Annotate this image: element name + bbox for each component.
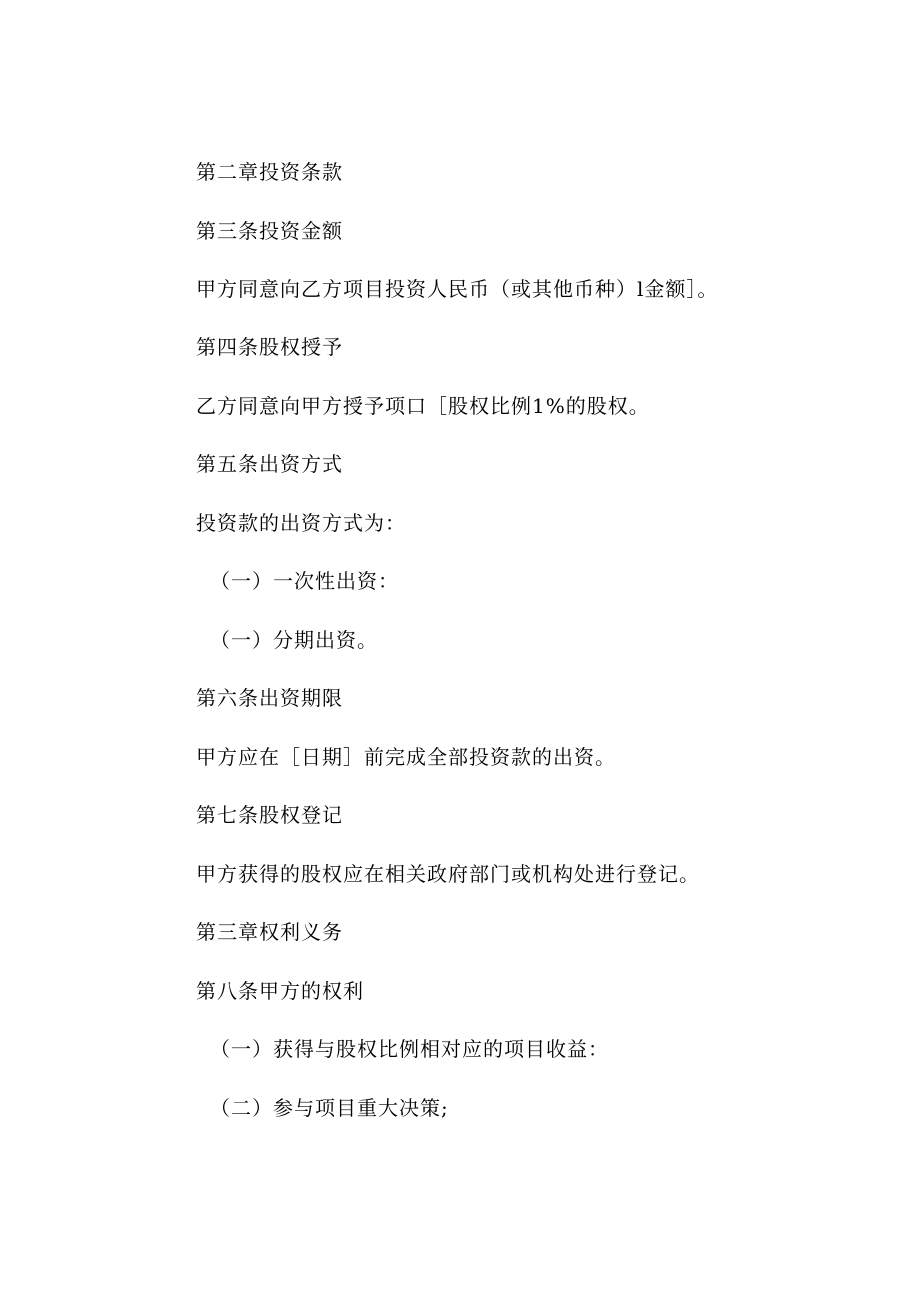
- article-heading: 第三条投资金额: [196, 219, 343, 243]
- article-heading: 第四条股权授予: [196, 335, 343, 359]
- article-heading: 第八条甲方的权利: [196, 979, 364, 1003]
- list-item: （二）参与项目重大决策;: [210, 1096, 449, 1120]
- article-heading: 第七条股权登记: [196, 803, 343, 827]
- paragraph: 乙方同意向甲方授予项口［股权比例1%的股权。: [196, 394, 650, 418]
- chapter-heading: 第三章权利义务: [196, 920, 343, 944]
- paragraph: 投资款的出资方式为：: [196, 511, 406, 535]
- article-heading: 第六条出资期限: [196, 686, 343, 710]
- article-heading: 第五条出资方式: [196, 452, 343, 476]
- paragraph: 甲方同意向乙方项目投资人民币（或其他币种）l金额］。: [196, 277, 719, 301]
- paragraph: 甲方获得的股权应在相关政府部门或机构处进行登记。: [196, 862, 700, 886]
- paragraph: 甲方应在［日期］前完成全部投资款的出资。: [196, 745, 616, 769]
- list-item: （一）分期出资。: [210, 628, 378, 652]
- list-item: （一）一次性出资：: [210, 569, 399, 593]
- list-item: （一）获得与股权比例相对应的项目收益：: [210, 1037, 609, 1061]
- chapter-heading: 第二章投资条款: [196, 160, 343, 184]
